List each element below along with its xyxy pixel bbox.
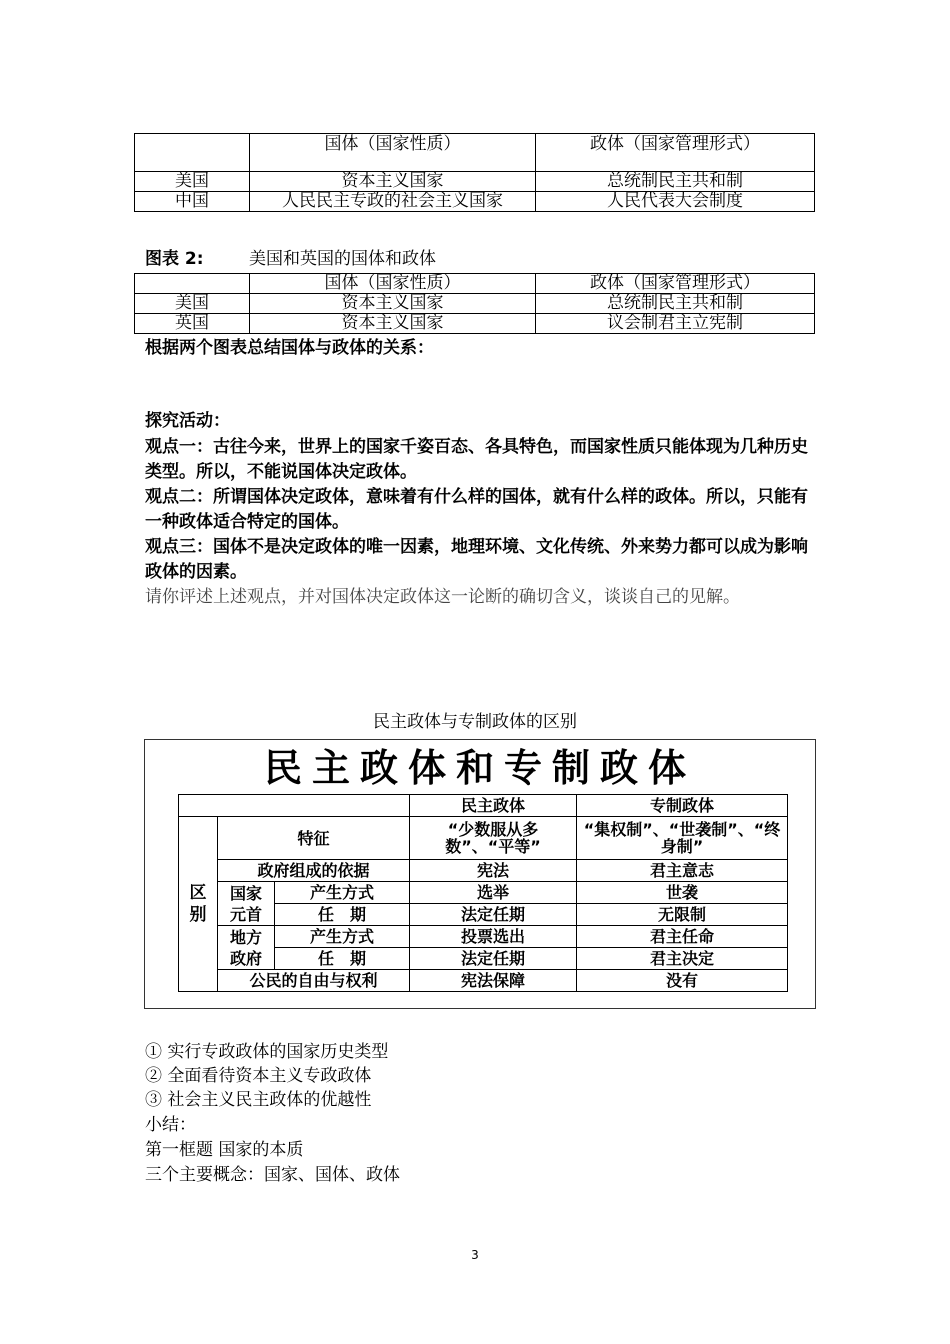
page-number: 3 — [471, 1248, 479, 1262]
table-cell: 人民民主专政的社会主义国家 — [250, 192, 536, 212]
table-cell: 议会制君主立宪制 — [536, 314, 815, 334]
summary-line-1: 第一框题 国家的本质 — [145, 1140, 304, 1160]
method-label: 产生方式 — [275, 926, 410, 948]
table2-header-state-nature: 国体（国家性质） — [250, 274, 536, 294]
table-cell: 资本主义国家 — [250, 172, 536, 192]
table-row — [179, 795, 788, 817]
activity-view-2: 观点二：所谓国体决定政体，意味着有什么样的国体，就有什么样的政体。所以，只能有一种政体适合特定的国体。 — [145, 487, 808, 532]
table-row — [135, 294, 815, 314]
distinction-text: 区别 — [189, 883, 207, 925]
method-label: 产生方式 — [275, 882, 410, 904]
table2-caption-text: 美国和英国的国体和政体 — [249, 249, 436, 269]
local-gov-text: 地方政府 — [229, 927, 262, 968]
table-cell: 人民代表大会制度 — [536, 192, 815, 212]
summary-line-2: 三个主要概念：国家、国体、政体 — [145, 1165, 400, 1185]
table-cell: 中国 — [135, 192, 250, 212]
table2-caption-label: 图表 2: — [145, 249, 204, 269]
table-row — [179, 817, 788, 860]
activity-view-1: 观点一：古往今来，世界上的国家千姿百态、各具特色，而国家性质只能体现为几种历史类型。所以，不能说国体决定政体。 — [145, 437, 808, 482]
table-cell: 没有 — [577, 970, 788, 992]
table-row — [179, 882, 788, 904]
table-row — [135, 134, 815, 172]
table1-header-government-form: 政体（国家管理形式） — [536, 134, 815, 172]
table-cell: 宪法 — [410, 860, 577, 882]
table-cell: 选举 — [410, 882, 577, 904]
col-democracy: 民主政体 — [410, 795, 577, 817]
table2-header-blank — [135, 274, 250, 294]
table1-header-blank — [135, 134, 250, 172]
table-cell: 投票选出 — [410, 926, 577, 948]
feature-autocracy: “集权制”、“世袭制”、“终身制” — [577, 817, 788, 860]
list-item: ① 实行专政政体的国家历史类型 — [145, 1042, 389, 1062]
table-cell: 英国 — [135, 314, 250, 334]
table-cell: 法定任期 — [410, 904, 577, 926]
table-cell: 资本主义国家 — [250, 294, 536, 314]
table-row — [135, 274, 815, 294]
table-cell — [179, 795, 410, 817]
head-of-state-text: 国家元首 — [229, 883, 262, 924]
table-cell: 总统制民主共和制 — [536, 172, 815, 192]
term-label: 任 期 — [275, 948, 410, 970]
table1-header-state-nature: 国体（国家性质） — [250, 134, 536, 172]
table-cell: 宪法保障 — [410, 970, 577, 992]
table-cell: 君主决定 — [577, 948, 788, 970]
summary-prompt: 根据两个图表总结国体与政体的关系： — [145, 338, 434, 358]
table-cell: 君主任命 — [577, 926, 788, 948]
summary-heading: 小结： — [145, 1115, 196, 1135]
table-cell: 无限制 — [577, 904, 788, 926]
activity-view-3: 观点三：国体不是决定政体的唯一因素，地理环境、文化传统、外来势力都可以成为影响政体的因素。 — [145, 537, 808, 582]
local-gov-label — [218, 926, 275, 970]
col-autocracy: 专制政体 — [577, 795, 788, 817]
feature-label: 特征 — [218, 817, 410, 860]
table-row — [179, 926, 788, 948]
table-row — [135, 192, 815, 212]
table-cell: 世袭 — [577, 882, 788, 904]
table2-header-government-form: 政体（国家管理形式） — [536, 274, 815, 294]
activity-question: 请你评述上述观点，并对国体决定政体这一论断的确切含义，谈谈自己的见解。 — [145, 587, 740, 607]
table-1 — [134, 133, 815, 212]
head-of-state-label — [218, 882, 275, 926]
table-2 — [134, 273, 815, 334]
list-item: ② 全面看待资本主义专政政体 — [145, 1066, 372, 1086]
table-cell: 美国 — [135, 172, 250, 192]
term-label: 任 期 — [275, 904, 410, 926]
distinction-label — [179, 817, 218, 992]
table-cell: 君主意志 — [577, 860, 788, 882]
rights-label: 公民的自由与权利 — [218, 970, 410, 992]
table-cell: 总统制民主共和制 — [536, 294, 815, 314]
gov-basis-label: 政府组成的依据 — [218, 860, 410, 882]
list-item: ③ 社会主义民主政体的优越性 — [145, 1090, 372, 1110]
table-cell: 资本主义国家 — [250, 314, 536, 334]
figure-caption: 民主政体与专制政体的区别 — [373, 712, 577, 732]
comparison-table — [178, 794, 788, 992]
activity-heading: 探究活动： — [145, 411, 230, 431]
table-row — [135, 172, 815, 192]
table-row — [179, 970, 788, 992]
table-cell: 美国 — [135, 294, 250, 314]
feature-democracy: “少数服从多数”、“平等” — [410, 817, 577, 860]
table-cell: 法定任期 — [410, 948, 577, 970]
figure-title: 民主政体和专制政体 — [263, 745, 696, 790]
table-row — [179, 860, 788, 882]
table-row — [135, 314, 815, 334]
comparison-figure — [144, 739, 816, 1009]
